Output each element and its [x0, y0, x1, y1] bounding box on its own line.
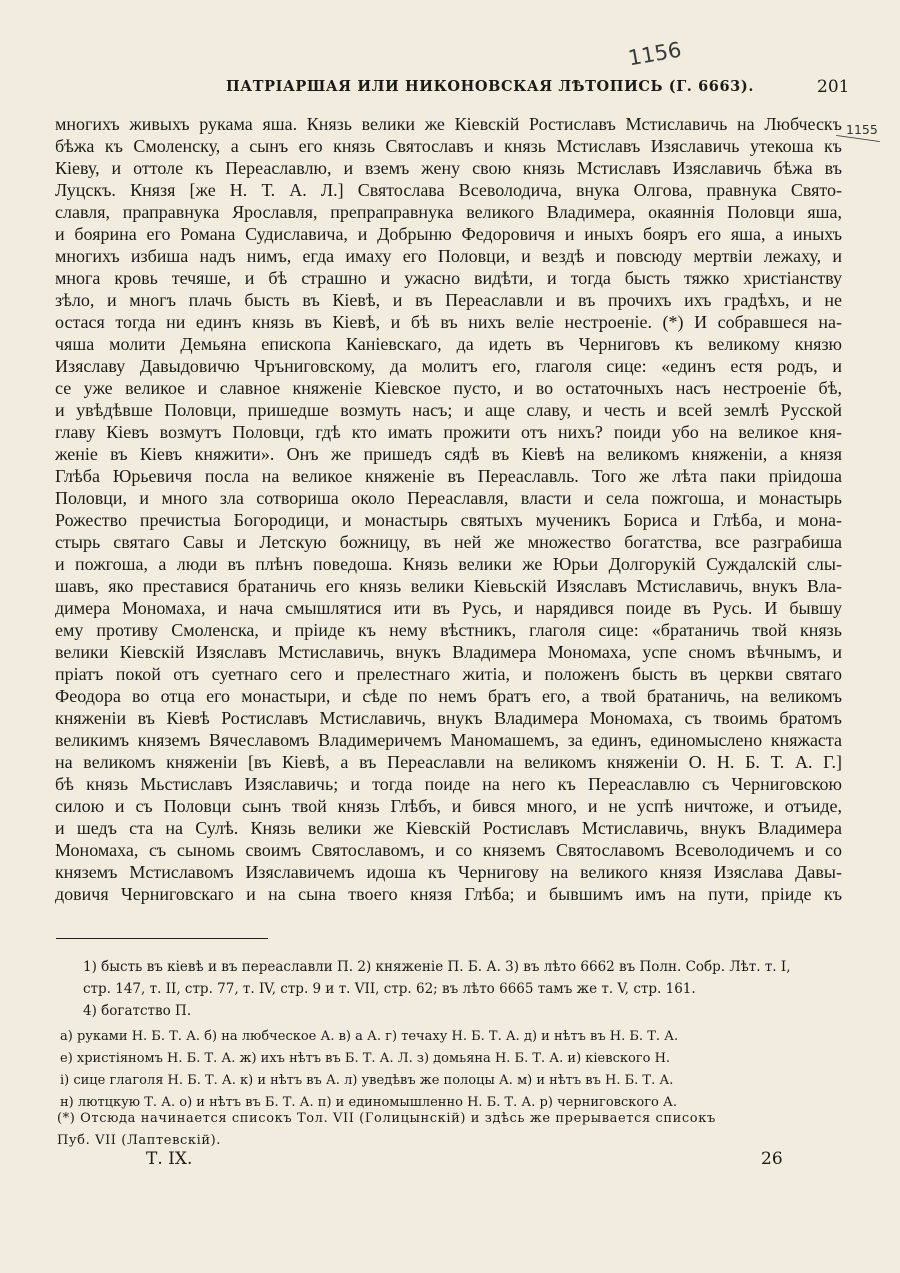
text-line: Изяславу Давыдовичю Чръниговскому, да молитъ его, глаголя сице: «единъ естя родъ, и [55, 356, 842, 376]
footnote-line: е) христіяномъ Н. Б. Т. А. ж) ихъ нѣтъ въ Б. Т. А. Л. з) домьяна Н. Б. Т. А. и) кіевского Н. [60, 1051, 671, 1066]
text-line: княженіи въ Кіевѣ Ростиславъ Мстиславичь, внукъ Владимера Мономаха, съ твоимь братомъ [55, 708, 842, 728]
text-line: и шедъ ста на Сулѣ. Князь велики же Кіевскій Ростиславъ Мстиславичь, внукъ Владимера [55, 818, 842, 838]
text-line: женіе въ Кіевъ княжити». Онъ же пришедъ сядѣ въ Кіевѣ на великомъ княженіи, а князя [55, 444, 842, 464]
text-line: силою и съ Половци сынъ твой князь Глѣбъ, и бився много, и не успѣ ничтоже, и отъиде, [55, 796, 842, 816]
text-line: се уже великое и славное княженіе Кіевское пусто, и во остаточныхъ насъ нестроеніе бѣ, [55, 378, 842, 398]
page-number: 201 [817, 77, 850, 97]
text-line: пріатъ покой отъ суетнаго сего и прелестнаго житіа, и положенъ бысть въ церкви святаго [55, 664, 842, 684]
text-line: Рожество пречистыа Богородици, и монастырь святыхъ мученикъ Бориса и Глѣба, и мона- [55, 510, 842, 530]
footnote-line: стр. 147, т. II, стр. 77, т. IV, стр. 9 и т. VII, стр. 62; въ лѣто 6665 тамъ же т. V, стр. 161. [83, 981, 696, 997]
text-line: Половци, и много зла сотвориша около Переаславля, власти и села пожгоша, и монастырь [55, 488, 842, 508]
text-line: довичя Черниговскаго и на сына твоего князя Глѣба; и бывшимъ имъ на пути, пріиде къ [55, 884, 842, 904]
text-line: бѣ князь Мьстиславъ Изяславичь; и тогда поиде на него къ Переаславлю съ Черниговскою [55, 774, 842, 794]
text-line: зѣло, и многъ плачь бысть въ Кіевѣ, и въ Переаславли и въ прочихъ ихъ градѣхъ, и не [55, 290, 842, 310]
text-line: Кіеву, и оттоле къ Переаславлю, и вземъ жену свою князь Мстиславъ Изяславичь бѣжа въ [55, 158, 842, 178]
footnote-line: н) лютцкую Т. А. о) и нѣтъ въ Б. Т. А. п) и единомышленно Н. Б. Т. А. р) черниговского А. [60, 1095, 677, 1110]
text-line: Мономаха, съ сыномь своимъ Святославомъ, и со княземъ Святославомъ Всеволодичемъ и со [55, 840, 842, 860]
text-line: Феодора во отца его монастыри, и сѣде по немъ братъ его, а твой братаничь, на великомъ [55, 686, 842, 706]
running-title: ПАТРІАРШАЯ ИЛИ НИКОНОВСКАЯ ЛѢТОПИСЬ (Г. 6663). [226, 78, 754, 95]
footnote-line: (*) Отсюда начинается списокъ Тол. VII (Голицынскій) и здѣсь же прерывается списокъ [57, 1111, 716, 1126]
text-line: Луцскъ. Князя [же Н. Т. А. Л.] Святослава Всеволодича, внука Олгова, правнука Свято- [55, 180, 842, 200]
text-line: стырь святаго Савы и Летскую божницу, въ ней же множество богатства, все разграбиша [55, 532, 842, 552]
text-line: многихъ живыхъ рукама яша. Князь велики же Кіевскій Ростиславъ Мстиславичь на Любческъ [55, 114, 842, 134]
text-line: бѣжа къ Смоленску, а сынъ его князь Святославъ и князь Мстиславъ Изяславичь утекоша къ [55, 136, 842, 156]
text-line: княземъ Мстиславомъ Изяславичемъ идоша къ Чернигову на великого князя Изяслава Давы- [55, 862, 842, 882]
text-line: и увѣдѣвше Половци, пришедше возмуть насъ; и аще славу, и честь и всей землѣ Русской [55, 400, 842, 420]
text-line: главу Кіевъ возмутъ Половци, гдѣ кто имать прожити отъ нихъ? поиди убо на великое кня- [55, 422, 842, 442]
text-line: и боярина его Романа Судиславича, и Добрыню Федоровичя и иныхъ бояръ его яша, а иныхъ [55, 224, 842, 244]
text-line: чяша молити Демьяна епископа Каніевскаго, да идеть въ Черниговъ къ великому князю [55, 334, 842, 354]
footnote-line: а) руками Н. Б. Т. А. б) на любческое А. в) а А. г) течаху Н. Б. Т. А. д) и нѣтъ въ Н. Б. Т. А. [60, 1029, 679, 1044]
text-line: и пожгоша, а люди въ плѣнъ поведоша. Князь велики же Юрьи Долгорукій Суждалскій слы- [55, 554, 842, 574]
footnote-line: Пуб. VII (Лаптевскій). [57, 1133, 222, 1148]
footnote-line: 1) бысть въ кіевѣ и въ переаславли П. 2) княженіе П. Б. А. 3) въ лѣто 6662 въ Полн. Собр. Лѣт. т. I, [83, 959, 791, 975]
text-line: на великомъ княженіи [въ Кіевѣ, а въ Переаславли на великомъ княженіи О. Н. Б. Т. А. Г.] [55, 752, 842, 772]
text-line: димера Мономаха, и нача смышлятися ити въ Русь, и нарядився поиде въ Русь. И бывшу [55, 598, 842, 618]
lettered-footnotes [60, 1026, 850, 1114]
text-line: многа кровь течяше, и бѣ страшно и ужасно видѣти, и тогда бысть тяжко христіанству [55, 268, 842, 288]
text-line: ему противу Смоленска, и пріиде къ нему вѣстникъ, глаголя сице: «братаничь твой князь [55, 620, 842, 640]
footnote-line: 4) богатство П. [83, 1003, 192, 1019]
text-line: многихъ избиша надъ нимъ, егда имаху его Половци, и вездѣ и повсюду мертвіи лежаху, и [55, 246, 842, 266]
footnote-separator [56, 938, 268, 939]
star-footnote [57, 1108, 847, 1152]
text-line: шавъ, яко преставися братаничь его князь велики Кіевьскій Изяславъ Мстиславичь, внукъ Вла- [55, 576, 842, 596]
body-text [55, 113, 842, 905]
footnote-line: і) сице глаголя Н. Б. Т. А. к) и нѣтъ въ А. л) уведѣвъ же полоцы А. м) и нѣтъ въ Н. Б. Т. А. [60, 1073, 674, 1088]
numbered-footnotes [83, 956, 840, 1022]
volume-signature: Т. IX. [146, 1149, 193, 1169]
text-line: остася тогда ни единъ князь въ Кіевѣ, и бѣ въ нихъ веліе нестроеніе. (*) И собравшеся на- [55, 312, 842, 332]
sheet-signature: 26 [761, 1149, 783, 1169]
margin-year-note: 1155 [846, 122, 878, 137]
text-line: великимъ княземъ Вячеславомъ Владимеричемъ Маномашемъ, за единъ, единомыслено княжаста [55, 730, 842, 750]
text-line: Глѣба Юрьевичя посла на великое княженіе въ Переаславль. Того же лѣта паки пріидоша [55, 466, 842, 486]
text-line: велики Кіевскій Изяславъ Мстиславичь, внукъ Владимера Мономаха, успе сномъ вѣчнымъ, и [55, 642, 842, 662]
handwritten-year-note: 1156 [626, 37, 684, 71]
text-line: славля, праправнука Ярославля, препраправнука великого Владимера, окаяннія Половци яша, [55, 202, 842, 222]
